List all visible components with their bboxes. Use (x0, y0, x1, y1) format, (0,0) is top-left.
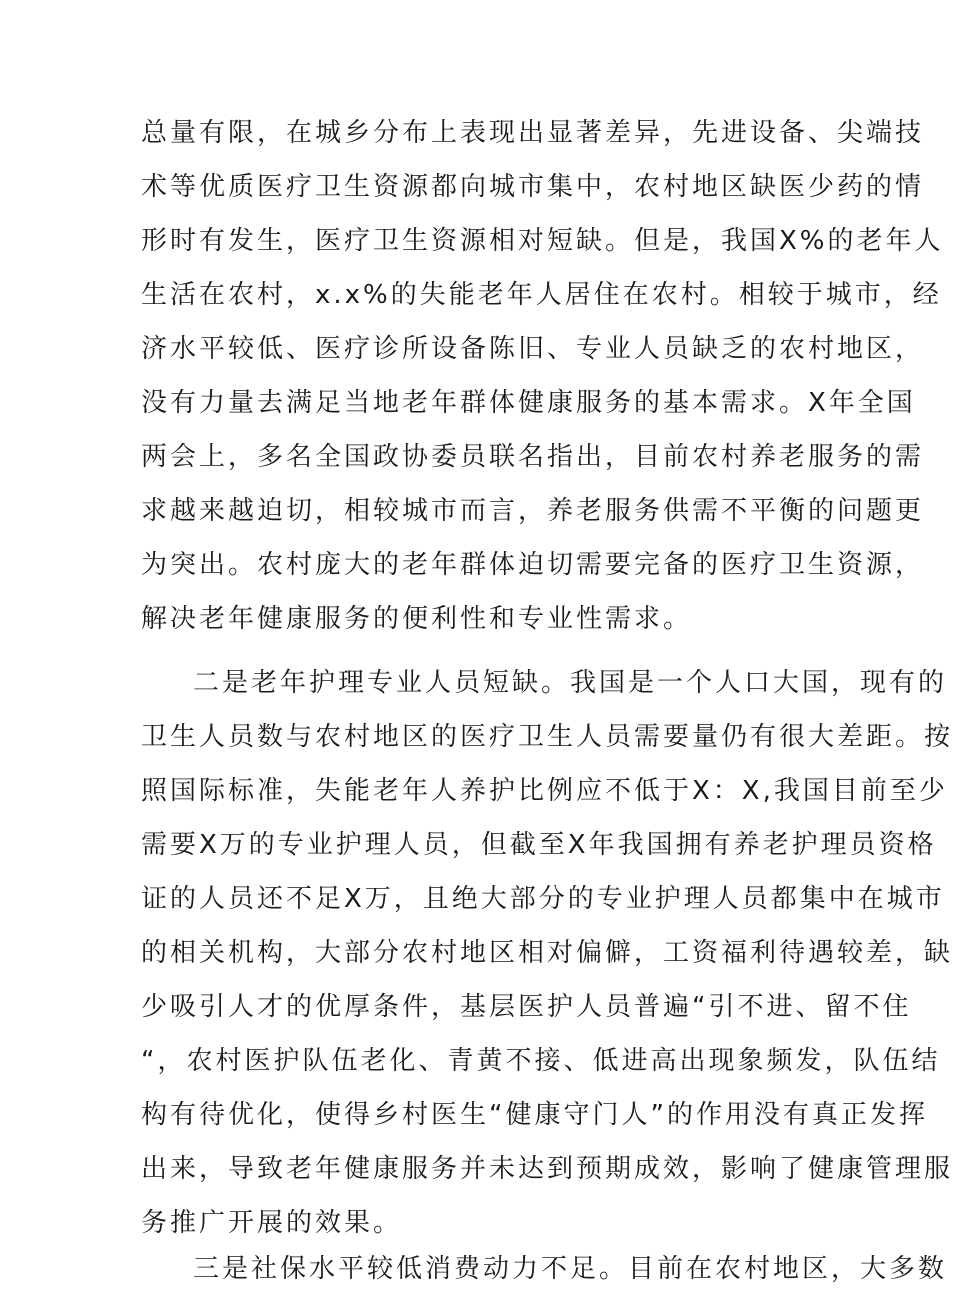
text-line: 证的人员还不足X万，且绝大部分的专业护理人员都集中在城市 (141, 884, 945, 914)
text-line: 解决老年健康服务的便利性和专业性需求。 (141, 604, 693, 634)
text-line: 的相关机构，大部分农村地区相对偏僻，工资福利待遇较差，缺 (141, 938, 953, 968)
text-line: 生活在农村，x.x%的失能老年人居住在农村。相较于城市，经 (141, 280, 942, 310)
text-line: 两会上，多名全国政协委员联名指出，目前农村养老服务的需 (141, 442, 925, 472)
text-line: 构有待优化，使得乡村医生“健康守门人”的作用没有真正发挥 (141, 1100, 928, 1130)
text-line: 为突出。农村庞大的老年群体迫切需要完备的医疗卫生资源， (141, 550, 925, 580)
text-line: 形时有发生，医疗卫生资源相对短缺。但是，我国X%的老年人 (141, 226, 944, 256)
text-line: 务推广开展的效果。 (141, 1208, 403, 1238)
text-line: 术等优质医疗卫生资源都向城市集中，农村地区缺医少药的情 (141, 172, 925, 202)
text-line: 总量有限，在城乡分布上表现出显著差异，先进设备、尖端技 (141, 118, 925, 148)
text-line: 卫生人员数与农村地区的医疗卫生人员需要量仍有很大差距。按 (141, 722, 953, 752)
text-line: 需要X万的专业护理人员，但截至X年我国拥有养老护理员资格 (141, 830, 937, 860)
text-line: 少吸引人才的优厚条件，基层医护人员普遍“引不进、留不住 (141, 992, 912, 1022)
text-line: 照国际标准，失能老年人养护比例应不低于X：X,我国目前至少 (141, 776, 948, 806)
text-line: “，农村医护队伍老化、青黄不接、低进高出现象频发，队伍结 (141, 1046, 941, 1076)
text-line: 三是社保水平较低消费动力不足。目前在农村地区，大多数 (193, 1254, 948, 1284)
text-line: 二是老年护理专业人员短缺。我国是一个人口大国，现有的 (193, 668, 948, 698)
text-line: 出来，导致老年健康服务并未达到预期成效，影响了健康管理服 (141, 1154, 953, 1184)
text-line: 求越来越迫切，相较城市而言，养老服务供需不平衡的问题更 (141, 496, 925, 526)
text-line: 济水平较低、医疗诊所设备陈旧、专业人员缺乏的农村地区， (141, 334, 925, 364)
text-line: 没有力量去满足当地老年群体健康服务的基本需求。X年全国 (141, 388, 916, 418)
